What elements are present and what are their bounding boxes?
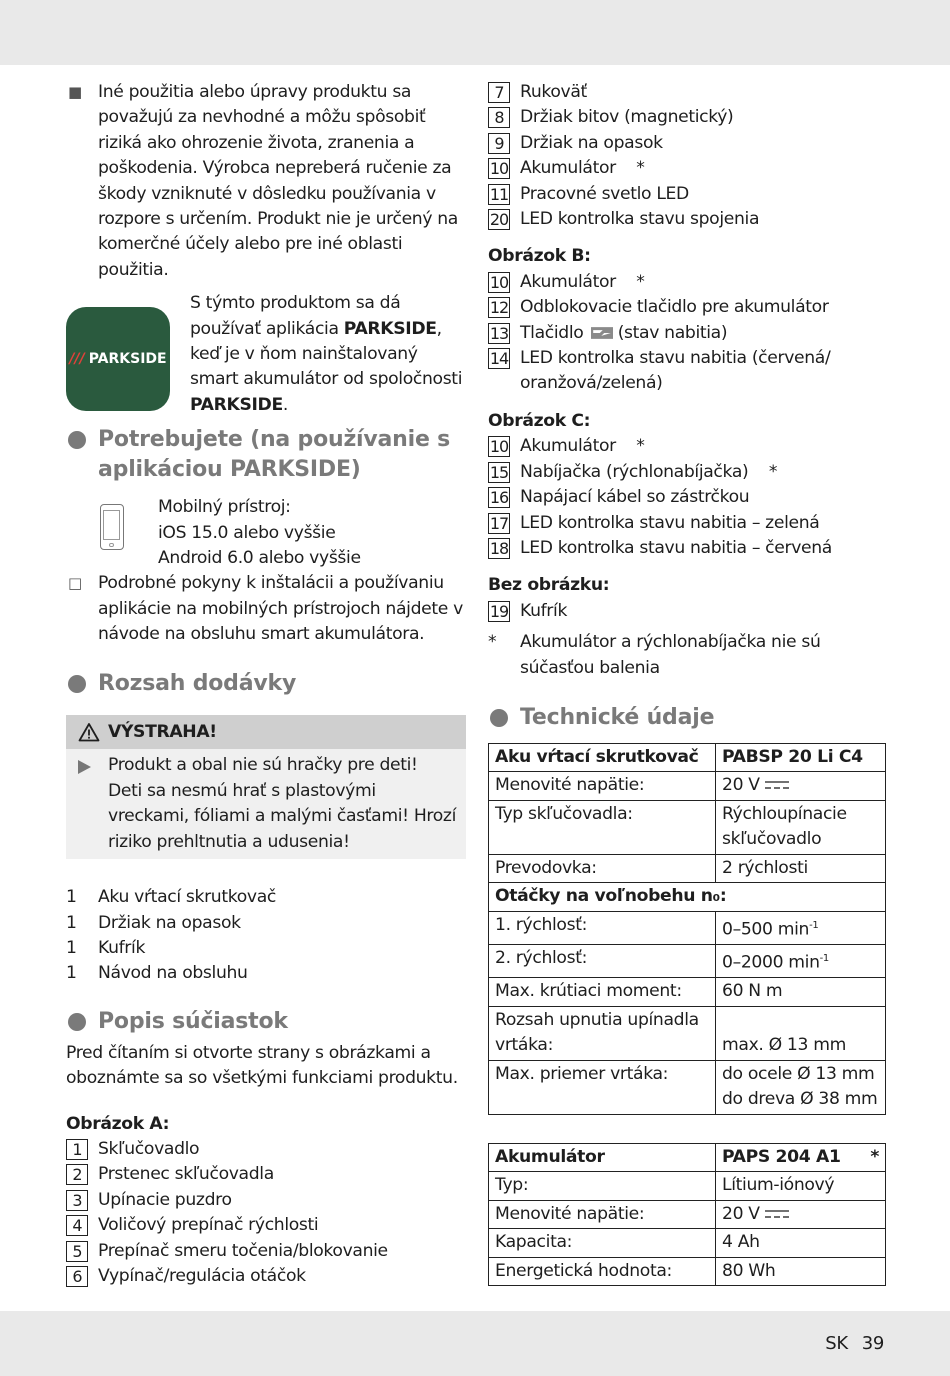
charge-status-button-icon (591, 327, 613, 339)
list-item: 3 Upínacie puzdro (66, 1188, 466, 1213)
list-item: 4 Voličový prepínač rýchlosti (66, 1213, 466, 1238)
no-figure-title: Bez obrázku: (488, 575, 610, 596)
figure-c-title: Obrázok C: (488, 410, 591, 431)
figure-a-list-continued (488, 80, 886, 232)
bullet-dot-icon (68, 431, 86, 449)
list-item: 9 Držiak na opasok (488, 131, 886, 156)
smartphone-icon (100, 504, 124, 550)
right-column (488, 80, 886, 1286)
bullet-dot-icon (68, 675, 86, 693)
table-row: Max. krútiaci moment: 60 N m (489, 978, 886, 1007)
section-heading-tech-data: Technické údaje (488, 703, 886, 733)
table-row: Kapacita: 4 Ah (489, 1229, 886, 1258)
list-item: 16 Napájací kábel so zástrčkou (489, 487, 750, 508)
list-item: 12 Odblokovacie tlačidlo pre akumulátor (489, 297, 829, 318)
app-note: □ Podrobné pokyny k inštalácii a používaniu aplikácie na mobilných prístrojoch nájdete v návode na obsluhu smart akumulátora. (68, 573, 463, 645)
table-row: Otáčky na voľnobehu n₀: (489, 883, 886, 912)
app-text: S týmto produktom sa dá používať aplikácia PARKSIDE, keď je v ňom nainštalovaný smart akumulátor od spoločnosti PARKSIDE. (190, 293, 463, 415)
bullet-dot-icon (68, 1013, 86, 1031)
table-row: 1. rýchlosť: 0–500 $\min^{-1}$ (489, 911, 886, 944)
list-item: 1 Držiak na opasok (66, 912, 241, 933)
list-item: 10 Akumulátor * (489, 271, 645, 292)
list-item: 5 Prepínač smeru točenia/blokovanie (66, 1239, 466, 1264)
table-row: Menovité napätie: 20 V (489, 1200, 886, 1229)
list-item: 2 Prstenec skľučovadla (66, 1162, 466, 1187)
header-band (0, 0, 950, 65)
warning-body: Produkt a obal nie sú hračky pre deti! Deti sa nesmú hrať s plastovými vreckami, fóliami a malými časťami! Hrozí riziko prehltnutia a udusenia! (66, 749, 466, 859)
section-heading-parts: Popis súčiastok (66, 1007, 466, 1037)
page-number: 39 (861, 1333, 884, 1354)
table-row: 2. rýchlosť: 0–2000 $\min^{-1}$ (489, 945, 886, 978)
list-item: 8 Držiak bitov (magnetický) (488, 105, 886, 130)
table-row: Prevodovka: 2 rýchlosti (489, 854, 886, 883)
dc-symbol-icon (765, 1209, 789, 1219)
table-row: Aku vŕtací skrutkovač PABSP 20 Li C4 (489, 743, 886, 772)
table-row: Menovité napätie: 20 V (489, 772, 886, 801)
bullet-dot-icon (490, 709, 508, 727)
figure-b-list (488, 270, 886, 397)
square-bullet-icon: ■ (68, 83, 82, 101)
parkside-logo: /// PARKSIDE (66, 307, 170, 411)
list-item: 1 Návod na obsluhu (66, 963, 248, 984)
usage-bullet (66, 80, 466, 283)
section-heading-requirements: Potrebujete (na používanie s aplikáciou PARKSIDE) (66, 425, 466, 485)
left-column (66, 80, 466, 1289)
figure-a-list (66, 1137, 466, 1289)
parts-intro: Pred čítaním si otvorte strany s obrázkami a oboznámte sa so všetkými funkciami produktu. (66, 1042, 458, 1089)
list-item: 18 LED kontrolka stavu nabitia – červená (489, 537, 832, 558)
table-row: Rozsah upnutia upínadla vrtáka: max. Ø 13 mm (489, 1006, 886, 1060)
table-row: Max. priemer vrtáka: do ocele Ø 13 mm do dreva Ø 38 mm (489, 1060, 886, 1114)
list-item: 10 Akumulátor * (489, 158, 645, 179)
table-row: Typ skľučovadla: Rýchloupínacie skľučovadlo (489, 800, 886, 854)
app-info (66, 291, 466, 419)
empty-square-bullet-icon: □ (68, 574, 82, 593)
list-item: 6 Vypínač/regulácia otáčok (66, 1264, 466, 1289)
list-item: 14 LED kontrolka stavu nabitia (červená/ oranžová/zelená) (489, 348, 831, 394)
list-item: 15 Nabíjačka (rýchlonabíjačka) * (489, 461, 778, 482)
list-item: 19 Kufrík (489, 600, 568, 621)
table-row: Typ: Lítium-iónový (489, 1172, 886, 1201)
device-requirements: Mobilný prístroj: iOS 15.0 alebo vyššie Android 6.0 alebo vyššie (66, 495, 466, 571)
figure-c-list (488, 434, 886, 561)
delivery-list (66, 885, 466, 987)
table-row: Akumulátor PAPS 204 A1 * (489, 1143, 886, 1172)
warning-box (66, 715, 466, 859)
figure-b-title: Obrázok B: (488, 246, 591, 267)
usage-text: Iné použitia alebo úpravy produktu sa považujú za nevhodné a môžu spôsobiť riziká ako ohrozenie života, zranenia a poškodenia. Výrobca nepreberá ručenie za škody vzniknuté v dôsledku používania v rozpore s určením. Produkt nie je určený na komerčné účely alebo pre iné oblasti použitia. (98, 82, 458, 280)
language-code: SK (825, 1333, 848, 1354)
footer-band (0, 1311, 950, 1376)
page-footer (811, 1333, 884, 1354)
list-item: 1 Kufrík (66, 937, 146, 958)
arrow-right-icon (78, 760, 91, 774)
list-item: 1 Skľučovadlo (66, 1137, 466, 1162)
warning-header: VÝSTRAHA! (66, 715, 466, 749)
figure-a-title: Obrázok A: (66, 1113, 170, 1134)
list-item: 7 Rukoväť (488, 80, 886, 105)
table-row: Energetická hodnota: 80 Wh (489, 1257, 886, 1286)
list-item: 20 LED kontrolka stavu spojenia (489, 209, 760, 230)
section-heading-delivery: Rozsah dodávky (66, 669, 466, 699)
footnote: * Akumulátor a rýchlonabíjačka nie sú súčasťou balenia (488, 632, 821, 678)
warning-triangle-icon (78, 722, 100, 742)
list-item: 17 LED kontrolka stavu nabitia – zelená (489, 512, 820, 533)
list-item: 11 Pracovné svetlo LED (489, 183, 689, 204)
list-item: 13 Tlačidlo (stav nabitia) (489, 322, 728, 343)
list-item: 1 Aku vŕtací skrutkovač (66, 887, 277, 908)
tech-table-drill (488, 743, 886, 1115)
dc-symbol-icon (765, 780, 789, 790)
list-item: 10 Akumulátor * (489, 436, 645, 457)
tech-table-battery (488, 1143, 886, 1287)
